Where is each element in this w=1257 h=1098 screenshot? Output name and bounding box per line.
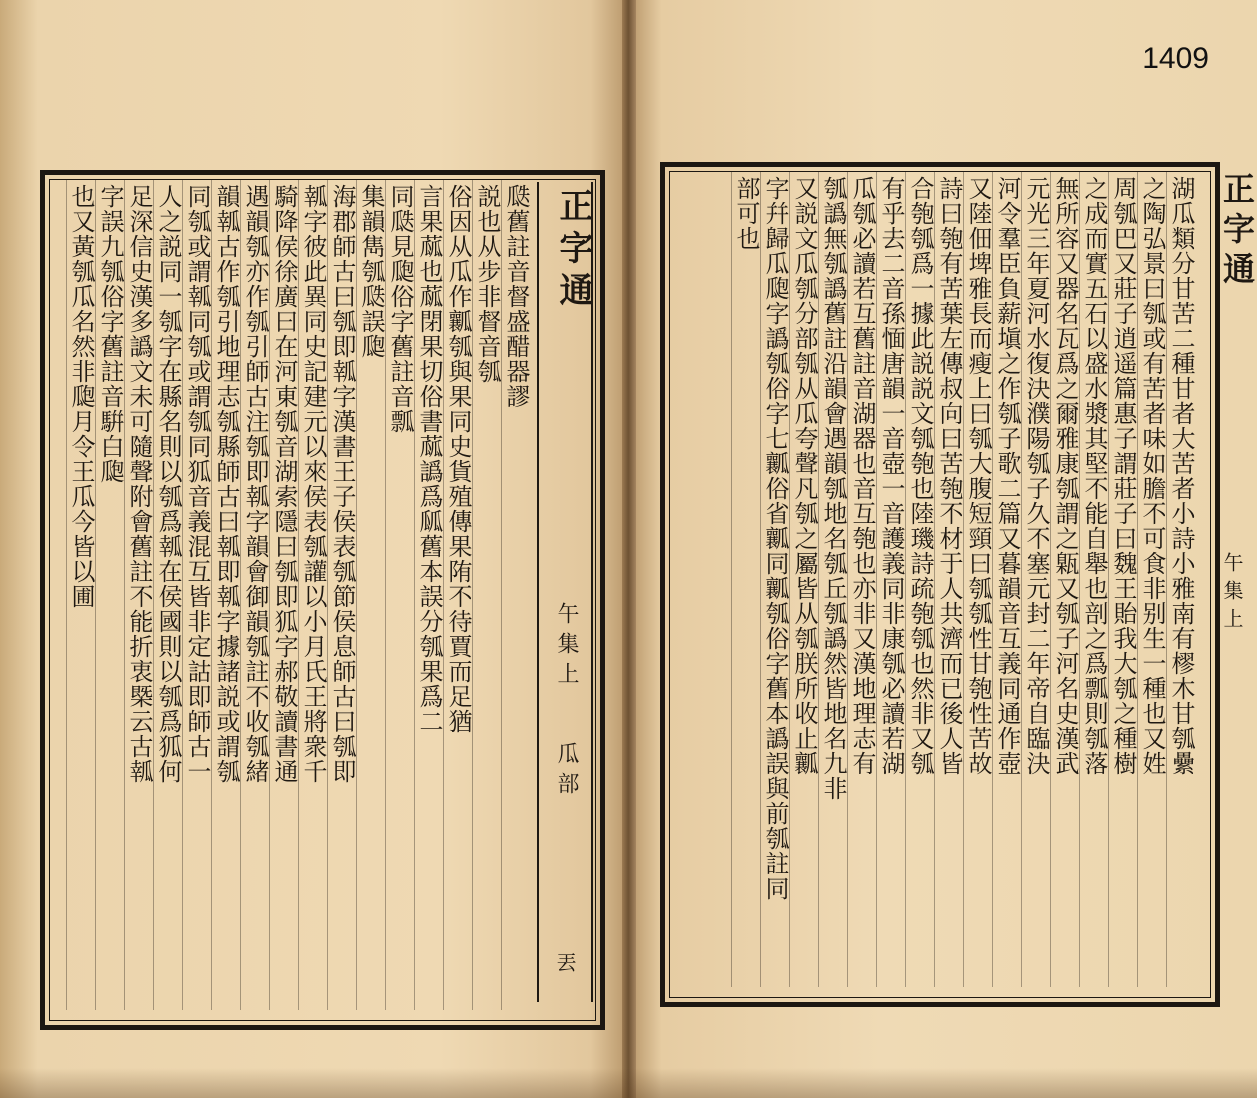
text-column: 海郡師古曰瓠即瓡字漢書王子侯表瓠節侯息師古曰瓠即 bbox=[327, 180, 356, 1010]
text-column: 同瓞見瓟俗字舊註音瓢 bbox=[385, 180, 414, 1010]
page-bottom-shadow bbox=[0, 1068, 1257, 1098]
text-column: 説也从步非督音瓠 bbox=[472, 180, 501, 1010]
book-title: 正字通 bbox=[553, 188, 593, 314]
text-column: 瓠譌無瓠譌舊註沿韻會遇韻瓠地名瓠丘瓠譌然皆地名九非 bbox=[818, 172, 847, 987]
text-column: 遇韻瓠亦作瓠引師古注瓠即瓡字韻會御韻瓠註不收瓠緒 bbox=[240, 180, 269, 1010]
text-column: 騎降侯徐廣曰在河東瓠音湖索隱曰瓠即狐字郝敬讀書通 bbox=[269, 180, 298, 1010]
text-column: 湖瓜類分甘苦二種甘者大苦者小詩小雅南有樛木甘瓠纍 bbox=[1166, 172, 1195, 987]
text-column: 之成而實五石以盛水漿其堅不能自舉也剖之爲瓢則瓠落 bbox=[1079, 172, 1108, 987]
volume-label-right: 午集上 bbox=[1220, 552, 1244, 636]
text-column: 韻瓡古作瓠引地理志瓠縣師古曰瓡即瓡字據諸説或謂瓠 bbox=[211, 180, 240, 1010]
right-page-text-columns bbox=[675, 172, 1195, 987]
text-column: 河令羣臣負薪塡之作瓠子歌二篇又暮韻音互義同通作壺 bbox=[992, 172, 1021, 987]
text-column: 瓜瓠必讀若互舊註音湖器也音互匏也亦非又漢地理志有 bbox=[847, 172, 876, 987]
left-page-text-columns bbox=[52, 180, 530, 1010]
volume-label: 午集上 bbox=[554, 602, 579, 692]
text-column: 也又黃瓠瓜名然非瓟月令王瓜今皆以圃 bbox=[66, 180, 95, 1010]
folio-number: 丟 bbox=[553, 952, 577, 980]
right-page-center-strip bbox=[1212, 172, 1256, 987]
book-gutter bbox=[622, 0, 636, 1098]
text-column: 言果蓏也蓏閉果切俗書蓏譌爲㼌舊本誤分瓠果爲二 bbox=[414, 180, 443, 1010]
text-column: 字幷歸瓜瓟字譌瓠俗字七瓤俗省瓤同瓤瓠俗字舊本譌誤與前瓠註同 bbox=[760, 172, 789, 987]
text-column: 瓡字彼此異同史記建元以來侯表瓠讙以小月氏王將衆千 bbox=[298, 180, 327, 1010]
text-column: 合匏瓠爲一據此説説文瓠匏也陸璣詩疏匏瓠也然非又瓠 bbox=[905, 172, 934, 987]
left-page-center-strip bbox=[537, 182, 593, 1002]
text-column: 又説文瓜瓠分部瓠从瓜夸聲凡瓠之屬皆从瓠朕所收止瓤 bbox=[789, 172, 818, 987]
text-column: 同瓠或謂瓡同瓠或謂瓠同狐音義混互皆非定詁即師古一 bbox=[182, 180, 211, 1010]
page-number: 1409 bbox=[1142, 42, 1209, 75]
text-column: 元光三年夏河水復決濮陽瓠子久不塞元封二年帝自臨決 bbox=[1021, 172, 1050, 987]
text-column: 詩曰匏有苦葉左傳叔向曰苦匏不材于人共濟而已後人皆 bbox=[934, 172, 963, 987]
text-column: 字誤九瓠俗字舊註音騈白瓟 bbox=[95, 180, 124, 1010]
text-column: 有乎去二音孫愐唐韻一音壺一音護義同非康瓠必讀若湖 bbox=[876, 172, 905, 987]
text-column: 部可也 bbox=[731, 172, 760, 987]
text-column: 俗因从瓜作瓤瓠與果同史貨殖傳果陏不待賈而足猶 bbox=[443, 180, 472, 1010]
text-column: 集韻雋瓠瓞誤瓟 bbox=[356, 180, 385, 1010]
book-title-right: 正字通 bbox=[1218, 172, 1256, 292]
text-column: 無所容又器名瓦爲之爾雅康瓠謂之甈又瓠子河名史漢武 bbox=[1050, 172, 1079, 987]
text-column: 又陸佃埤雅長而瘦上曰瓠大腹短頸曰瓠瓠性甘匏性苦故 bbox=[963, 172, 992, 987]
text-column: 人之説同一瓠字在縣名則以瓠爲瓡在侯國則以瓠爲狐何 bbox=[153, 180, 182, 1010]
text-column: 之陶弘景曰瓠或有苦者味如膽不可食非别生一種也又姓 bbox=[1137, 172, 1166, 987]
text-column: 足深信史漢多譌文未可隨聲附會舊註不能折衷槩云古瓡 bbox=[124, 180, 153, 1010]
text-column: 瓞舊註音督盛醋器謬 bbox=[501, 180, 530, 1010]
radical-section-label: 瓜部 bbox=[554, 742, 579, 802]
text-column: 周瓠巴又莊子逍遥篇惠子謂莊子曰魏王貽我大瓠之種樹 bbox=[1108, 172, 1137, 987]
